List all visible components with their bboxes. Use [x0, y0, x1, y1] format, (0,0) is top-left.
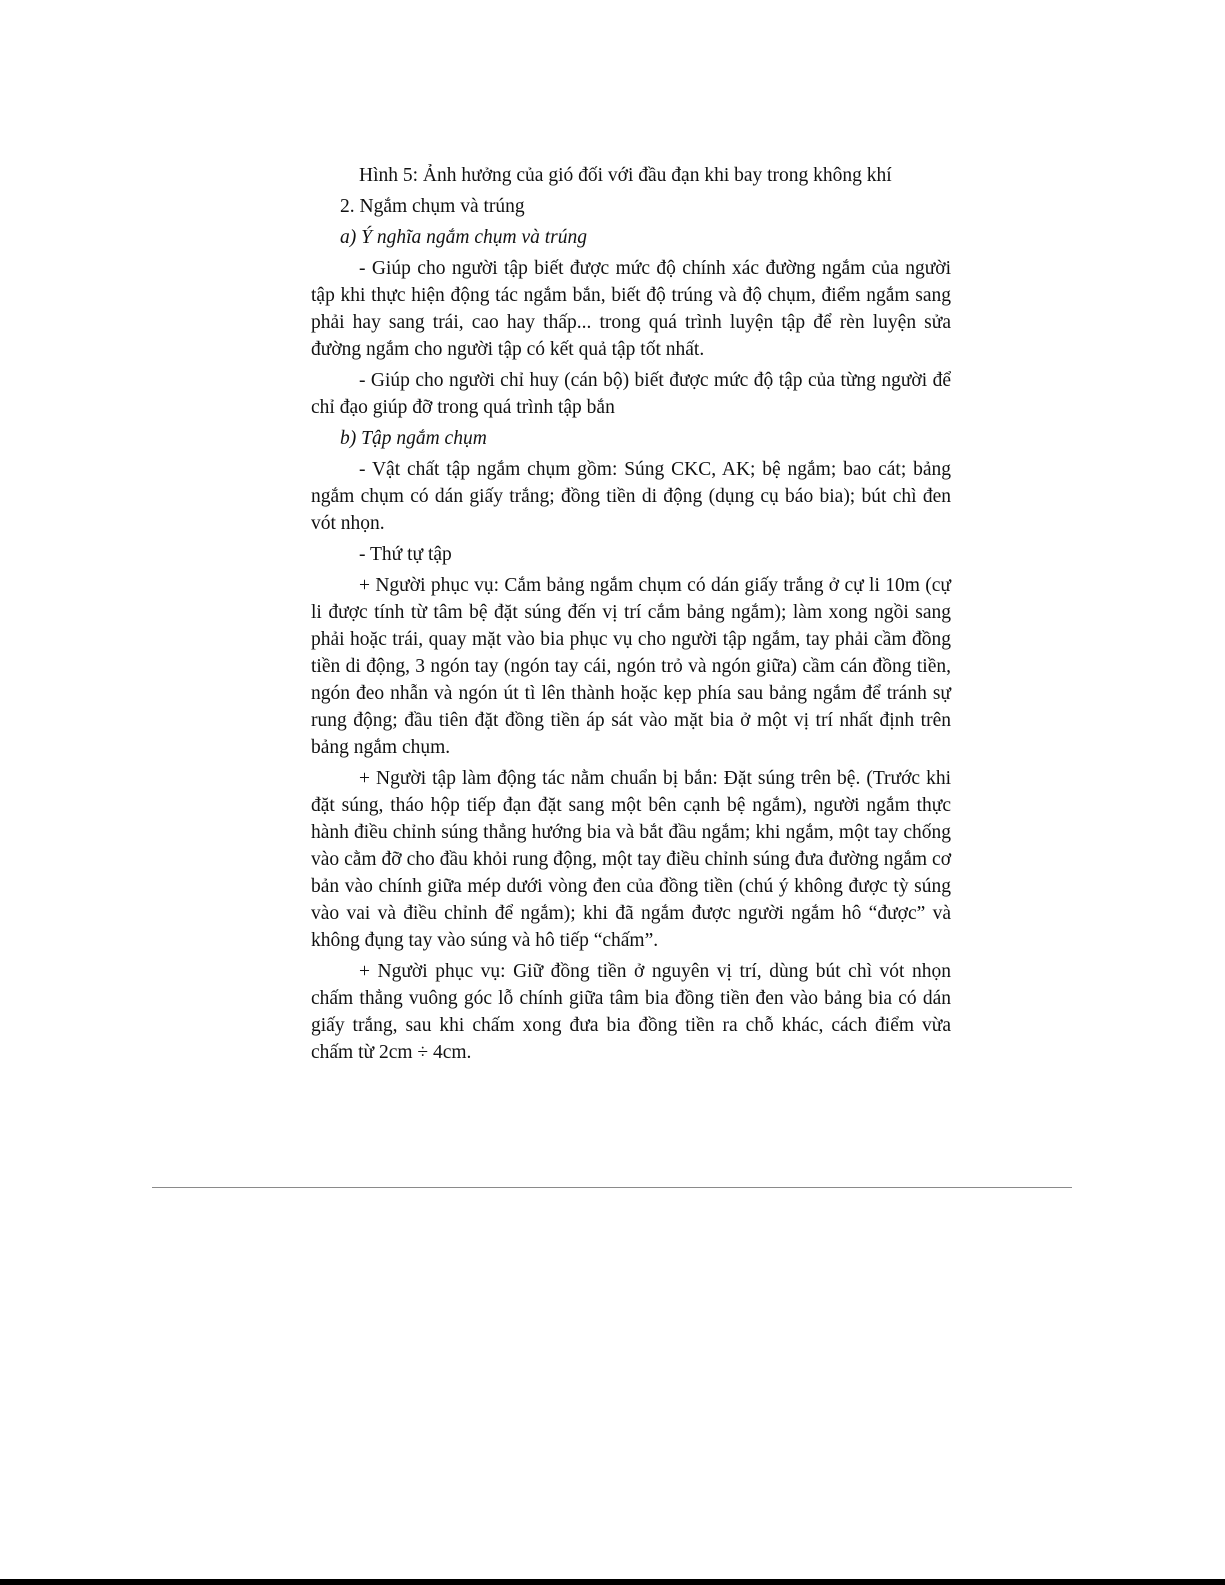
paragraph-b1: - Vật chất tập ngắm chụm gồm: Súng CKC, AK; bệ ngắm; bao cát; bảng ngắm chụm có dán giấy trắng; đồng tiền di động (dụng cụ báo bia); bút chì đen vót nhọn.: [311, 459, 951, 534]
subsection-heading-a: a) Ý nghĩa ngắm chụm và trúng: [340, 227, 587, 248]
subsection-heading-b: b) Tập ngắm chụm: [340, 428, 487, 449]
section-heading: 2. Ngắm chụm và trúng: [340, 196, 525, 217]
document-body: [311, 162, 951, 1070]
footer-divider: [152, 1187, 1072, 1188]
paragraph-b4: + Người tập làm động tác nằm chuẩn bị bắn: Đặt súng trên bệ. (Trước khi đặt súng, tháo hộp tiếp đạn đặt sang một bên cạnh bệ ngắm), người ngắm thực hành điều chỉnh súng thẳng hướng bia và bắt đầu ngắm; khi ngắm, một tay chống vào cằm đỡ cho đầu khỏi rung động, một tay điều chỉnh súng đưa đường ngắm cơ bản vào chính giữa mép dưới vòng đen của đồng tiền (chú ý không được tỳ súng vào vai và điều chỉnh để ngắm); khi đã ngắm được người ngắm hô “được” và không đụng tay vào súng và hô tiếp “chấm”.: [311, 768, 951, 951]
paragraph-a2: - Giúp cho người chỉ huy (cán bộ) biết được mức độ tập của từng người để chỉ đạo giúp đỡ trong quá trình tập bắn: [311, 370, 951, 418]
paragraph-b5: + Người phục vụ: Giữ đồng tiền ở nguyên vị trí, dùng bút chì vót nhọn chấm thẳng vuông góc lỗ chính giữa tâm bia đồng tiền đen vào bảng bia có dán giấy trắng, sau khi chấm xong đưa bia đồng tiền ra chỗ khác, cách điểm vừa chấm từ 2cm ÷ 4cm.: [311, 961, 951, 1063]
page-bottom-edge: [0, 1579, 1225, 1585]
figure-caption: Hình 5: Ảnh hưởng của gió đối với đầu đạn khi bay trong không khí: [359, 165, 892, 186]
paragraph-a1: - Giúp cho người tập biết được mức độ chính xác đường ngắm của người tập khi thực hiện động tác ngắm bắn, biết độ trúng và độ chụm, điểm ngắm sang phải hay sang trái, cao hay thấp... trong quá trình luyện tập để rèn luyện sửa đường ngắm cho người tập có kết quả tập tốt nhất.: [311, 258, 951, 360]
paragraph-b3: + Người phục vụ: Cắm bảng ngắm chụm có dán giấy trắng ở cự li 10m (cự li được tính từ tâm bệ đặt súng đến vị trí cắm bảng ngắm); làm xong ngồi sang phải hoặc trái, quay mặt vào bia phục vụ cho người tập ngắm, tay phải cầm đồng tiền di động, 3 ngón tay (ngón tay cái, ngón trỏ và ngón giữa) cầm cán đồng tiền, ngón đeo nhẫn và ngón út tì lên thành hoặc kẹp phía sau bảng ngắm để tránh sự rung động; đầu tiên đặt đồng tiền áp sát vào mặt bia ở một vị trí nhất định trên bảng ngắm chụm.: [311, 575, 951, 758]
paragraph-b2: - Thứ tự tập: [359, 544, 452, 565]
